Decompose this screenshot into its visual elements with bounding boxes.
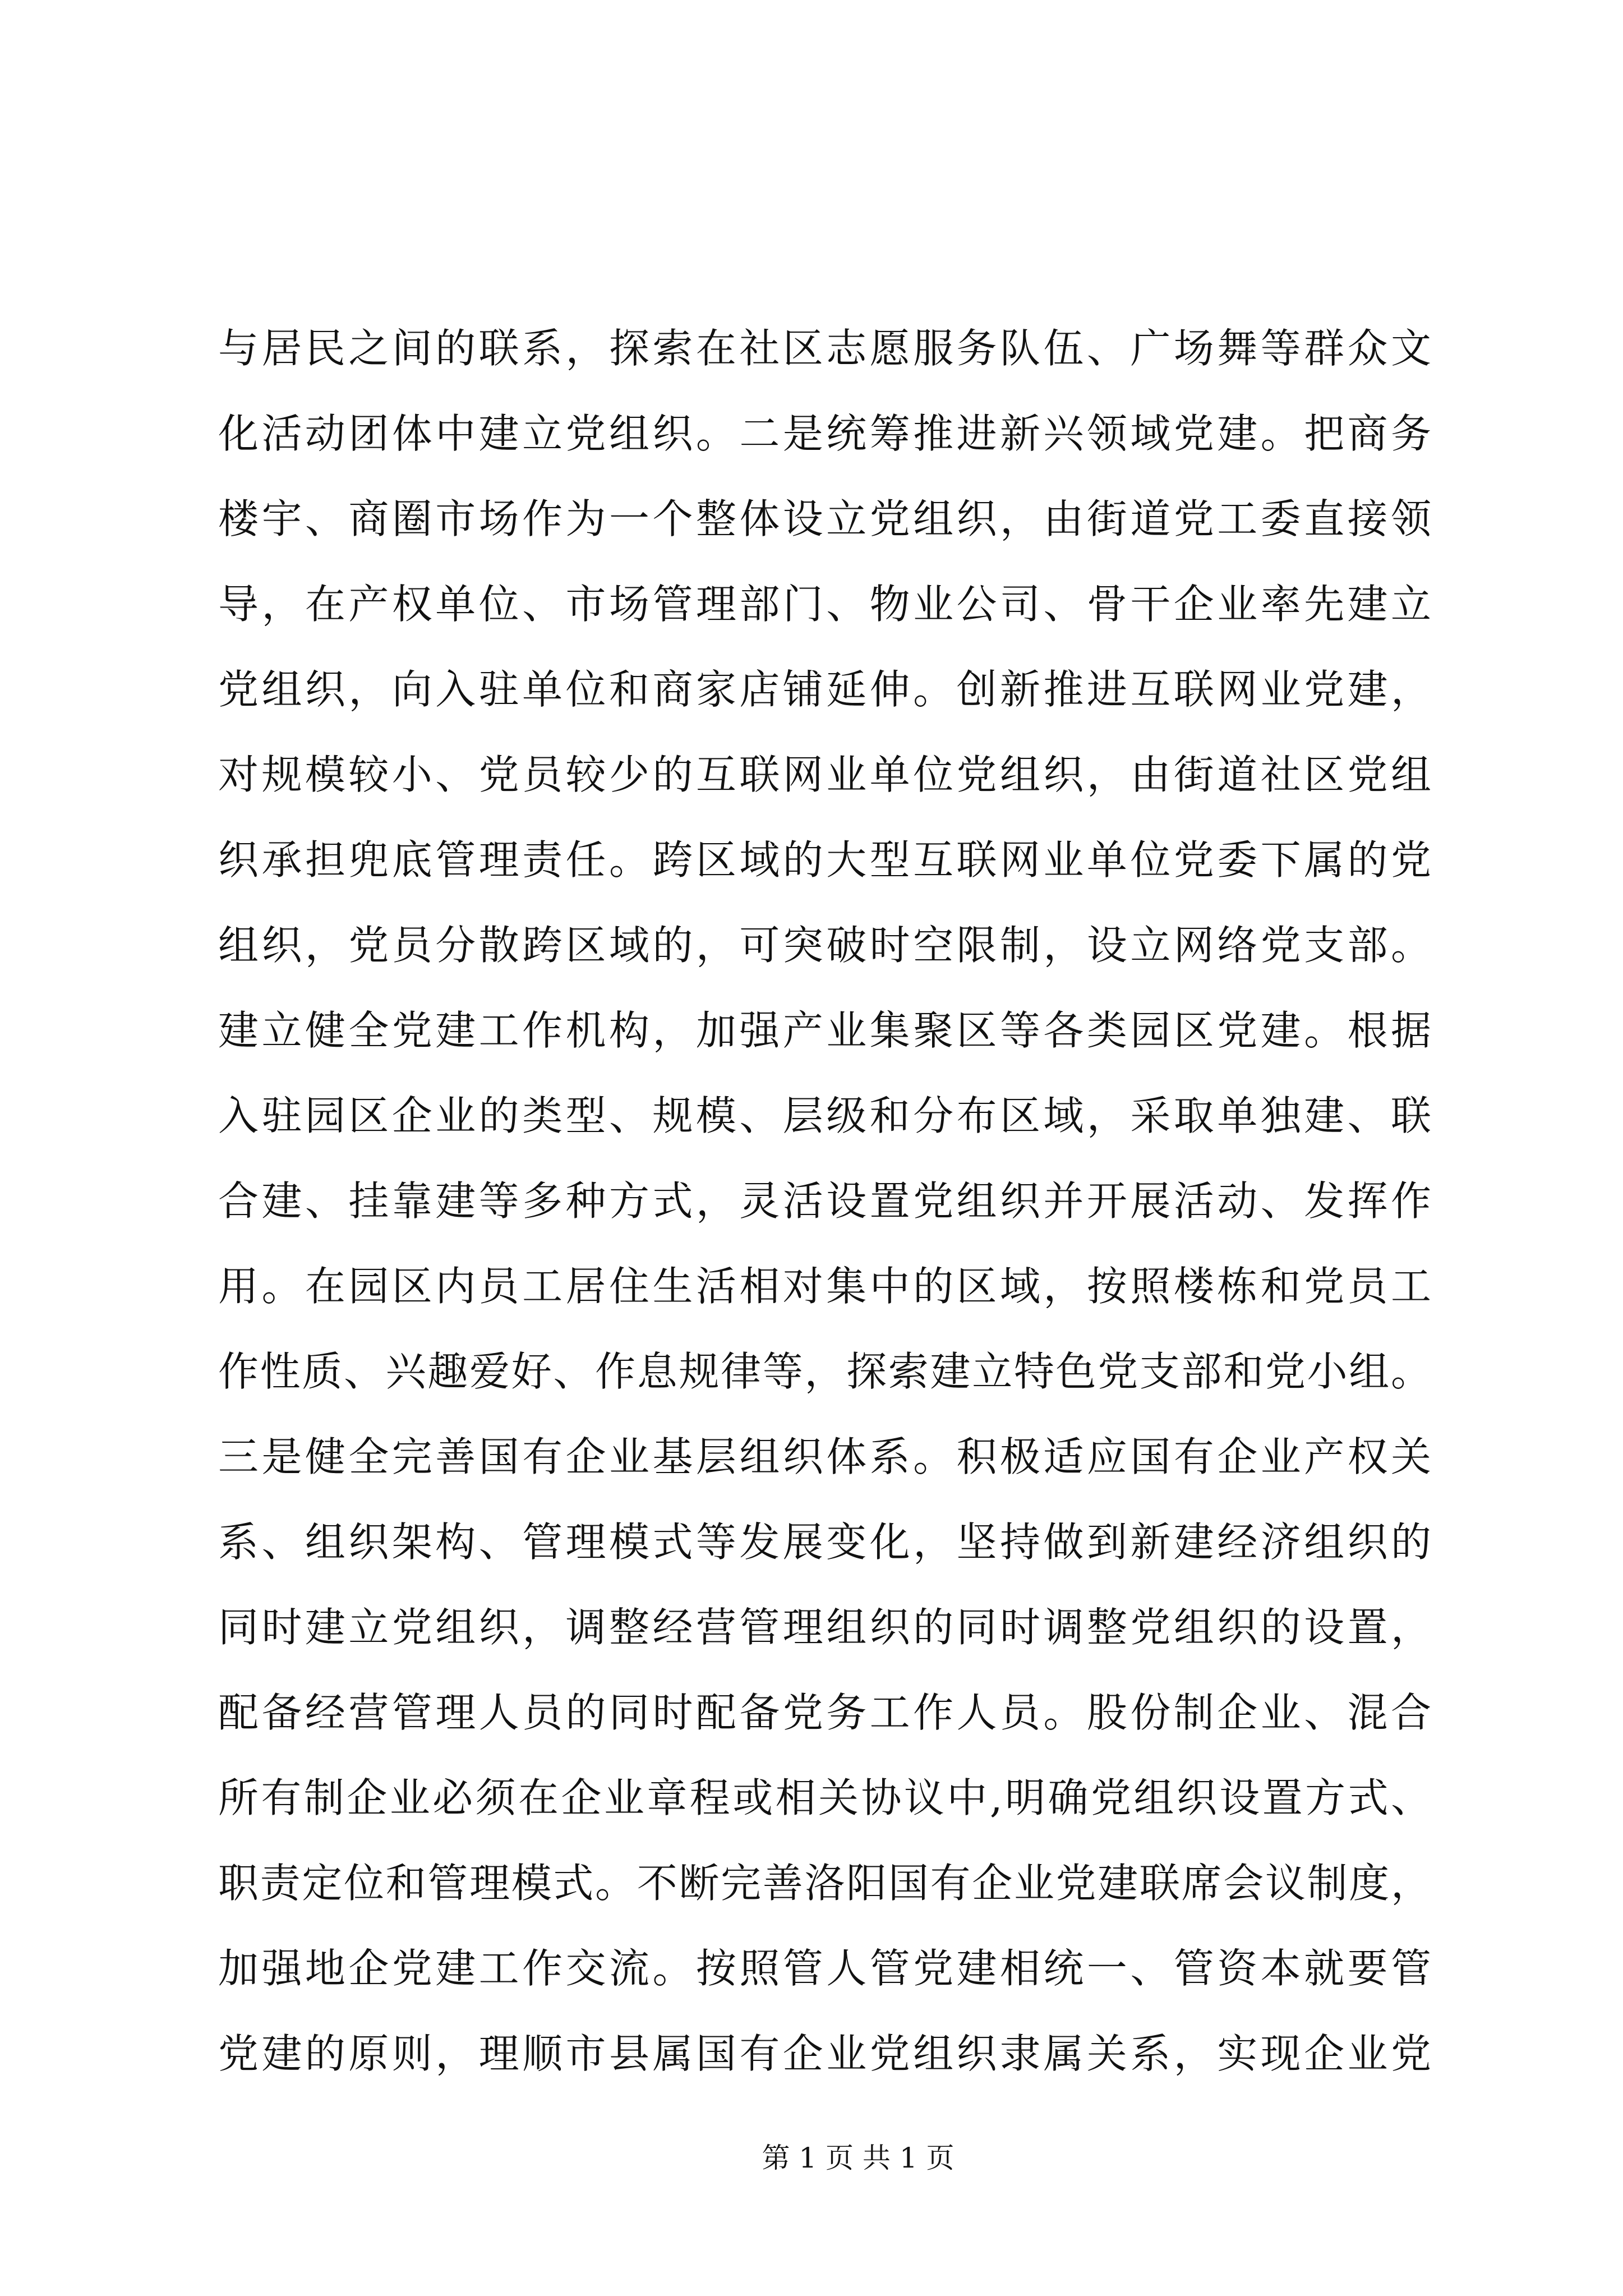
text-line: 系、组织架构、管理模式等发展变化，坚持做到新建经济组织的 (218, 1519, 1431, 1566)
text-line: 配备经营管理人员的同时配备党务工作人员。股份制企业、混合 (218, 1689, 1431, 1736)
text-line: 楼宇、商圈市场作为一个整体设立党组织，由街道党工委直接领 (218, 495, 1431, 542)
text-line: 建立健全党建工作机构，加强产业集聚区等各类园区党建。根据 (218, 1007, 1431, 1054)
text-line: 加强地企党建工作交流。按照管人管党建相统一、管资本就要管 (218, 1945, 1431, 1992)
text-line: 职责定位和管理模式。不断完善洛阳国有企业党建联席会议制度， (218, 1860, 1431, 1907)
text-line: 导，在产权单位、市场管理部门、物业公司、骨干企业率先建立 (218, 581, 1431, 628)
text-line: 对规模较小、党员较少的互联网业单位党组织，由街道社区党组 (218, 751, 1431, 798)
text-line: 三是健全完善国有企业基层组织体系。积极适应国有企业产权关 (218, 1433, 1431, 1480)
text-line: 化活动团体中建立党组织。二是统筹推进新兴领域党建。把商务 (218, 410, 1431, 457)
text-line: 党建的原则，理顺市县属国有企业党组织隶属关系，实现企业党 (218, 2030, 1431, 2077)
text-line: 织承担兜底管理责任。跨区域的大型互联网业单位党委下属的党 (218, 836, 1431, 884)
text-line: 同时建立党组织，调整经营管理组织的同时调整党组织的设置， (218, 1604, 1431, 1651)
text-line: 党组织，向入驻单位和商家店铺延伸。创新推进互联网业党建， (218, 666, 1431, 713)
text-line: 与居民之间的联系，探索在社区志愿服务队伍、广场舞等群众文 (218, 325, 1431, 372)
text-line: 合建、挂靠建等多种方式，灵活设置党组织并开展活动、发挥作 (218, 1177, 1431, 1225)
text-line: 用。在园区内员工居住生活相对集中的区域，按照楼栋和党员工 (218, 1263, 1431, 1310)
text-line: 入驻园区企业的类型、规模、层级和分布区域，采取单独建、联 (218, 1092, 1431, 1139)
text-line: 作性质、兴趣爱好、作息规律等，探索建立特色党支部和党小组。 (218, 1348, 1431, 1395)
text-line: 组织，党员分散跨区域的，可突破时空限制，设立网络党支部。 (218, 922, 1431, 969)
text-line: 所有制企业必须在企业章程或相关协议中,明确党组织设置方式、 (218, 1774, 1431, 1821)
page-footer: 第 1 页 共 1 页 (762, 2142, 955, 2174)
document-body (218, 306, 1431, 2096)
